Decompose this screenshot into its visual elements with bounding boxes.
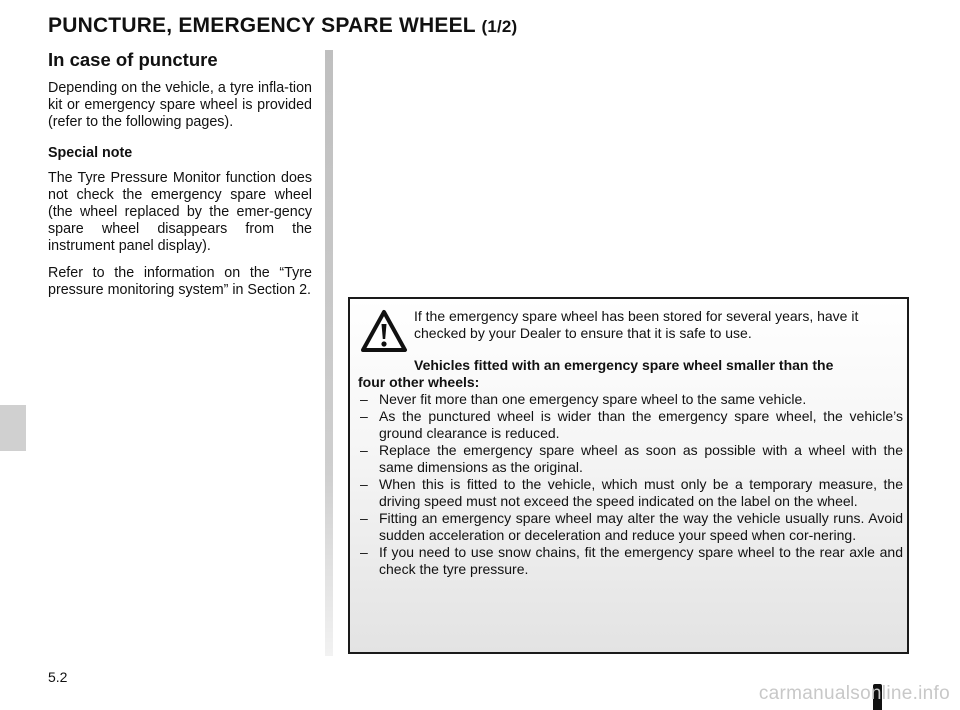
section-tab-marker [0,405,26,451]
section-heading: In case of puncture [48,49,218,70]
warning-item: – Fitting an emergency spare wheel may alter the way the vehicle usually runs. Avoid sudden acceleration or deceleration and reduce your speed when cor-nering. [358,510,903,544]
warning-intro [414,308,902,374]
warning-item: – Replace the emergency spare wheel as soon as possible with a wheel with the same dimensions as the original. [358,442,903,476]
warning-body [358,374,903,578]
warning-lead-line1: Vehicles fitted with an emergency spare wheel smaller than the [414,357,834,373]
warning-item: – As the punctured wheel is wider than the emergency spare wheel, the vehicle’s ground clearance is reduced. [358,408,903,442]
warning-item: – When this is fitted to the vehicle, which must only be a temporary measure, the driving speed must not exceed the speed indicated on the label on the wheel. [358,476,903,510]
column-divider [325,50,333,656]
warning-list [358,391,903,578]
intro-paragraph: Depending on the vehicle, a tyre infla-tion kit or emergency spare wheel is provided (refer to the following pages). [48,80,312,130]
title-text: PUNCTURE, EMERGENCY SPARE WHEEL [48,14,476,37]
watermark: carmanualsonline.info [758,683,950,704]
warning-item: – If you need to use snow chains, fit the emergency spare wheel to the rear axle and check the tyre pressure. [358,544,903,578]
page-title [48,14,517,38]
warning-item: – Never fit more than one emergency spare wheel to the same vehicle. [358,391,903,408]
left-column [48,49,312,309]
warning-triangle-icon [360,309,408,353]
page-count: (1/2) [481,17,518,36]
warning-box [348,297,909,654]
page-number: 5.2 [48,669,68,685]
warning-intro-text: If the emergency spare wheel has been stored for several years, have it checked by your Dealer to ensure that it is safe to use. [414,308,859,341]
special-note-heading: Special note [48,145,133,161]
refer-paragraph: Refer to the information on the “Tyre pressure monitoring system” in Section 2. [48,265,312,298]
special-note-paragraph: The Tyre Pressure Monitor function does not check the emergency spare wheel (the wheel replaced by the emer-gency spare wheel disappears from the instrument panel display). [48,170,312,254]
warning-lead-line2: four other wheels: [358,374,480,390]
